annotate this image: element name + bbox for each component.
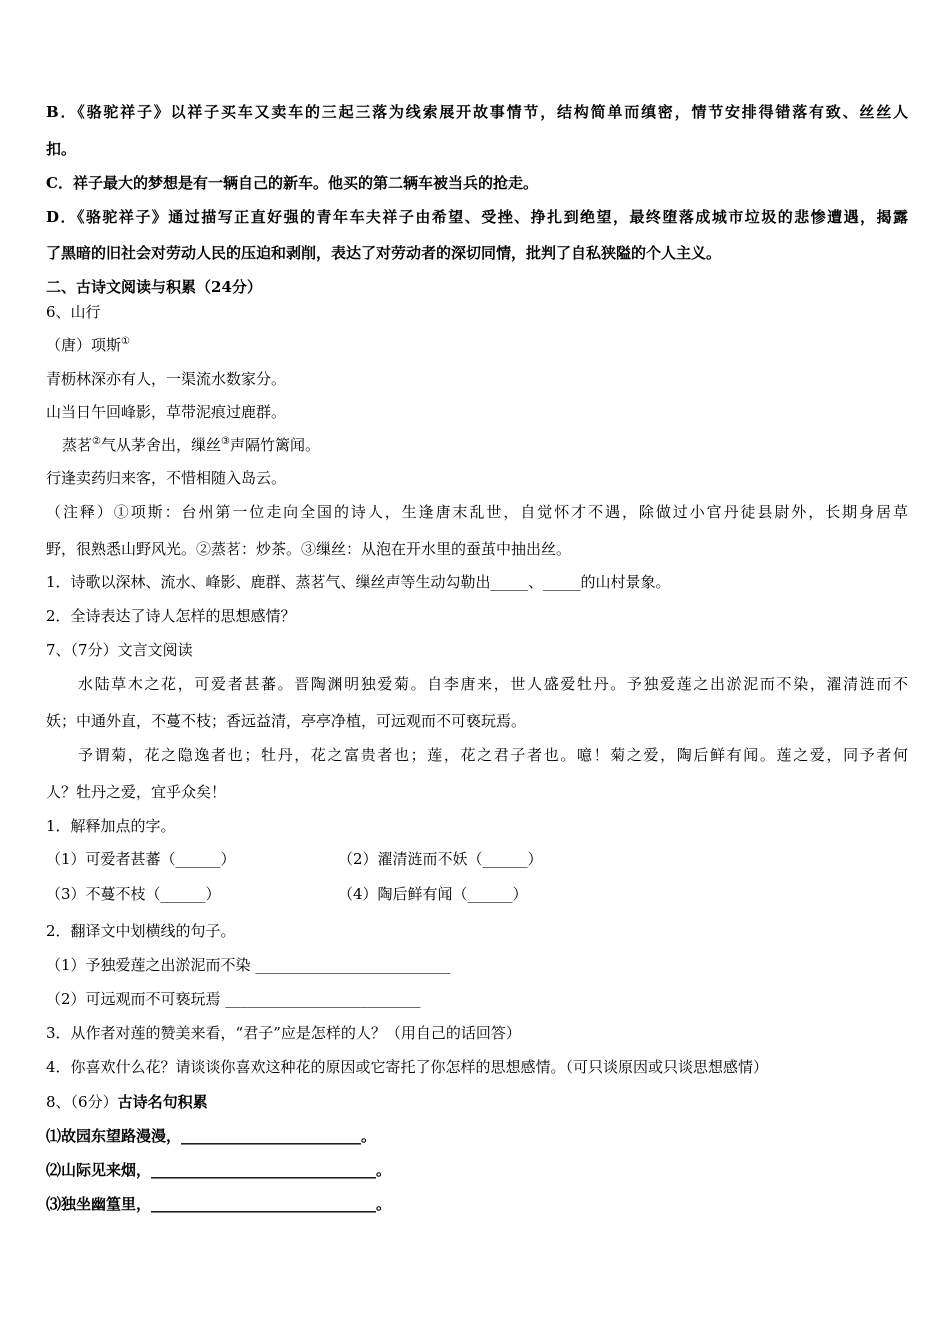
poem-line-3-part-b: 气从茅舍出，缫丝 [100,436,221,454]
q7-sub-3: 3．从作者对莲的赞美来看，“君子”应是怎样的人？（用自己的话回答） [46,1024,521,1042]
q8-title-bold: 古诗名句积累 [117,1093,208,1111]
poem-line-4: 行逢卖药归来客，不惜相随入岛云。 [46,469,287,487]
q6-sub-1: 1．诗歌以深林、流水、峰影、鹿群、蒸茗气、缫丝声等生动勾勒出_____、_____的山村景象。 [46,573,671,591]
q7-sub-1-item-3: （3）不蔓不枝（______） [46,885,221,903]
q7-para-1-line-2: 妖；中通外直，不蔓不枝；香远益清，亭亭净植，可远观而不可亵玩焉。 [46,712,527,730]
q7-sub-4: 4．你喜欢什么花？请谈谈你喜欢这种花的原因或它寄托了你怎样的思想感情。（可只谈原因或只谈思想感情） [46,1058,769,1076]
option-b-line-2: 扣。 [46,140,77,158]
footnote-mark-3: ③ [221,436,230,447]
q7-sub-1-item-2: （2）濯清涟而不妖（______） [338,850,543,868]
poem-line-3-part-a: 蒸茗 [62,436,93,454]
q8-title [46,1092,908,1112]
q7-sub-2-item-2: （2）可远观而不可亵玩焉 __________________________ [46,990,421,1008]
option-b-line-1: B．《骆驼祥子》以祥子买车又卖车的三起三落为线索展开故事情节，结构简单而缜密，情节安排得错落有致、丝丝人 [46,103,908,121]
poem-line-1: 青枥林深亦有人，一渠流水数家分。 [46,370,287,388]
q7-para-2-line-1: 予谓菊，花之隐逸者也；牡丹，花之富贵者也；莲，花之君子者也。噫！菊之爱，陶后鲜有闻。莲之爱，同予者何 [78,746,908,764]
poem-author-text: （唐）项斯 [46,336,122,354]
q7-sub-2-item-1: （1）予独爱莲之出淤泥而不染 __________________________ [46,956,451,974]
poem-note-line-1: （注释）①项斯：台州第一位走向全国的诗人，生逢唐末乱世，自觉怀才不遇，除做过小官丹徒县尉外，长期身居草 [46,503,908,521]
q7-para-1-line-1: 水陆草木之花，可爱者甚蕃。晋陶渊明独爱菊。自李唐来，世人盛爱牡丹。予独爱莲之出淤泥而不染，濯清涟而不 [78,675,908,693]
q7-sub-1-item-4: （4）陶后鲜有闻（______） [338,885,528,903]
poem-author [46,335,908,355]
section-2-heading: 二、古诗文阅读与积累（24分） [46,278,262,296]
poem-note-line-2: 野，很熟悉山野风光。②蒸茗：炒茶。③缫丝：从泡在开水里的蚕茧中抽出丝。 [46,540,572,558]
option-d-line-1: D．《骆驼祥子》通过描写正直好强的青年车夫祥子由希望、受挫、挣扎到绝望，最终堕落成城市垃圾的悲惨遭遇，揭露 [46,208,908,226]
q7-sub-1-title: 1．解释加点的字。 [46,817,176,835]
q8-item-3: ⑶独坐幽篁里，______________________________。 [46,1195,392,1213]
q7-sub-1-item-1: （1）可爱者甚蕃（______） [46,850,236,868]
footnote-mark-1: ① [121,336,130,347]
option-c: C．祥子最大的梦想是有一辆自己的新车。他买的第二辆车被当兵的抢走。 [46,174,538,192]
poem-line-3 [62,435,924,455]
q8-item-1: ⑴故园东望路漫漫，________________________。 [46,1127,377,1145]
poem-line-2: 山当日午回峰影，草带泥痕过鹿群。 [46,403,287,421]
q8-title-prefix: 8、（6分） [46,1093,118,1111]
q8-item-2: ⑵山际见来烟，______________________________。 [46,1161,392,1179]
q7-title: 7、（7分）文言文阅读 [46,641,193,659]
q7-sub-1-row-1 [46,849,908,869]
q7-para-2-line-2: 人？牡丹之爱，宜乎众矣！ [46,783,227,801]
q6-title: 6、山行 [46,303,101,321]
q7-sub-1-row-2 [46,884,908,904]
footnote-mark-2: ② [92,436,101,447]
poem-line-3-part-c: 声隔竹篱闻。 [229,436,320,454]
q6-sub-2: 2．全诗表达了诗人怎样的思想感情？ [46,607,296,625]
q7-sub-2-title: 2．翻译文中划横线的句子。 [46,922,236,940]
option-d-line-2: 了黑暗的旧社会对劳动人民的压迫和剥削，表达了对劳动者的深切同情，批判了自私狭隘的个人主义。 [46,244,722,262]
